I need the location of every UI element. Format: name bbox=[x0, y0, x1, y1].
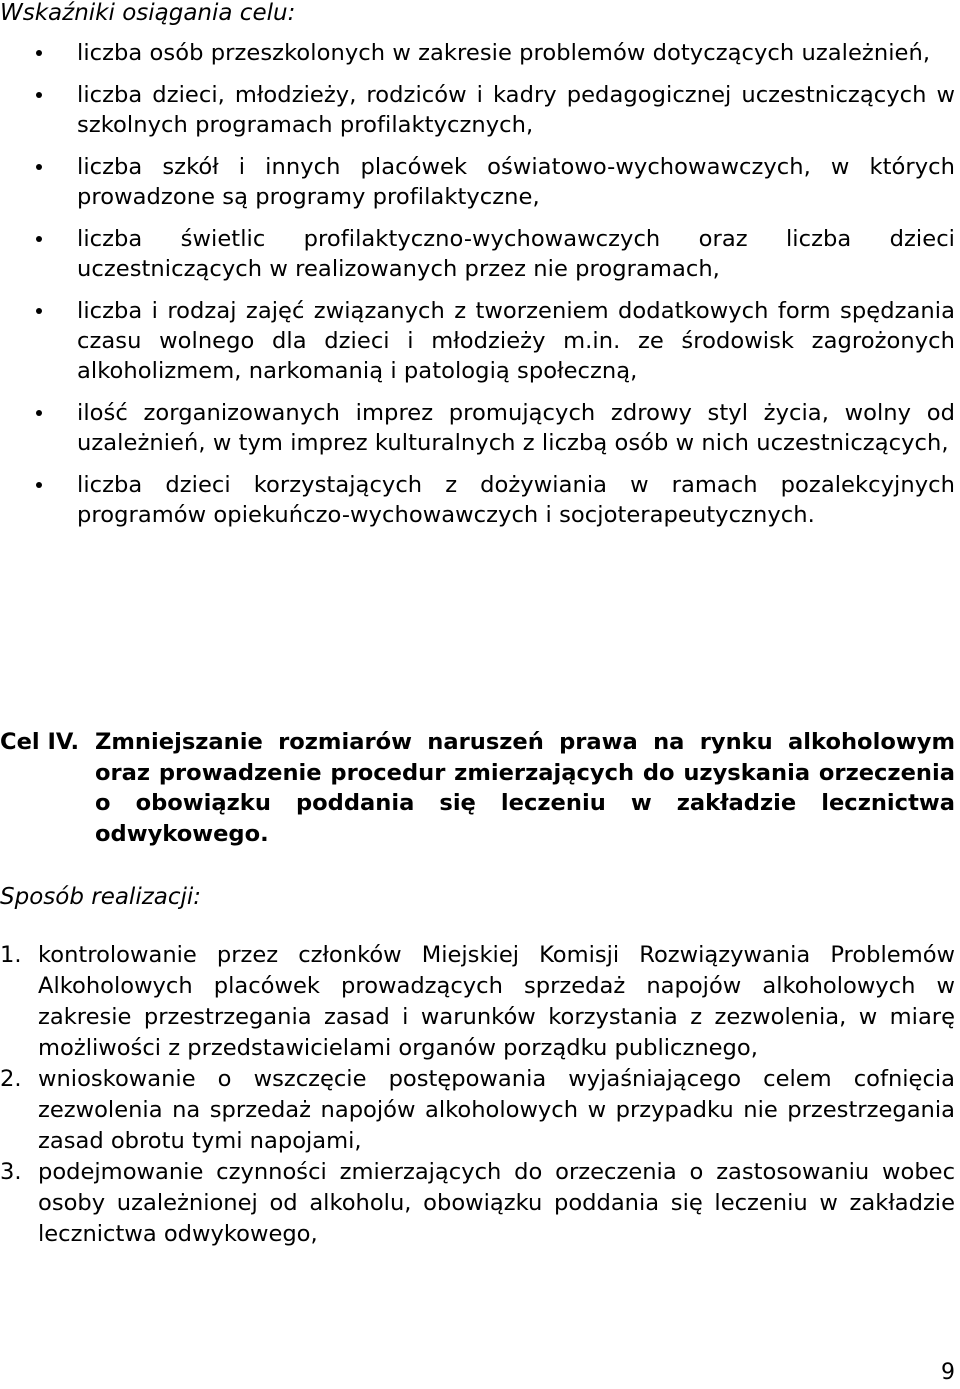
bullet-icon bbox=[36, 236, 42, 242]
item-number: 3. bbox=[0, 1159, 22, 1185]
bullet-icon bbox=[36, 50, 42, 56]
item-text: wnioskowanie o wszczęcie postępowania wyjaśniającego celem cofnięcia zezwolenia na sprzedaż napojów alkoholowych w przypadku nie przestrzegania zasad obrotu tymi napojami, bbox=[38, 1066, 955, 1154]
implementation-heading: Sposób realizacji: bbox=[0, 884, 202, 910]
bullet-icon bbox=[36, 308, 42, 314]
bullet-icon bbox=[36, 92, 42, 98]
indicator-item bbox=[0, 80, 960, 140]
indicator-text: liczba osób przeszkolonych w zakresie problemów dotyczących uzależnień, bbox=[77, 40, 931, 66]
indicator-text: ilość zorganizowanych imprez promujących zdrowy styl życia, wolny od uzależnień, w tym imprez kulturalnych z liczbą osób w nich uczestniczących, bbox=[77, 400, 955, 456]
item-text: podejmowanie czynności zmierzających do orzeczenia o zastosowaniu wobec osoby uzależnionej od alkoholu, obowiązku poddania się leczeniu w zakładzie lecznictwa odwykowego, bbox=[38, 1159, 955, 1247]
indicator-item bbox=[0, 398, 960, 458]
implementation-item bbox=[0, 940, 955, 1064]
indicator-item bbox=[0, 470, 960, 530]
indicator-text: liczba i rodzaj zajęć związanych z tworzeniem dodatkowych form spędzania czasu wolnego dla dzieci i młodzieży m.in. ze środowisk zagrożonych alkoholizmem, narkomanią i patologią społeczną, bbox=[77, 298, 955, 384]
implementation-item bbox=[0, 1157, 955, 1250]
indicator-item bbox=[0, 152, 960, 212]
item-number: 2. bbox=[0, 1066, 22, 1092]
item-number: 1. bbox=[0, 942, 22, 968]
bullet-icon bbox=[36, 410, 42, 416]
goal-prefix: Cel IV. bbox=[0, 729, 80, 755]
implementation-list bbox=[0, 940, 955, 1250]
indicator-text: liczba świetlic profilaktyczno-wychowawczych oraz liczba dzieci uczestniczących w realizowanych przez nie programach, bbox=[77, 226, 955, 282]
indicator-item bbox=[0, 224, 960, 284]
indicator-text: liczba dzieci korzystających z dożywiania w ramach pozalekcyjnych programów opiekuńczo-wychowawczych i socjoterapeutycznych. bbox=[77, 472, 955, 528]
indicator-item bbox=[0, 38, 960, 68]
item-text: kontrolowanie przez członków Miejskiej Komisji Rozwiązywania Problemów Alkoholowych placówek prowadzących sprzedaż napojów alkoholowych w zakresie przestrzegania zasad i warunków korzystania z zezwolenia, w miarę możliwości z przedstawicielami organów porządku publicznego, bbox=[38, 942, 955, 1061]
indicator-item bbox=[0, 296, 960, 386]
bullet-icon bbox=[36, 482, 42, 488]
bullet-icon bbox=[36, 164, 42, 170]
indicators-list bbox=[0, 38, 960, 542]
indicator-text: liczba szkół i innych placówek oświatowo-wychowawczych, w których prowadzone są programy profilaktyczne, bbox=[77, 154, 955, 210]
goal-text: Zmniejszanie rozmiarów naruszeń prawa na rynku alkoholowym oraz prowadzenie procedur zmierzających do uzyskania orzeczenia o obowiązku poddania się leczeniu w zakładzie lecznictwa odwykowego. bbox=[95, 729, 955, 847]
goal-heading bbox=[0, 727, 955, 849]
indicator-text: liczba dzieci, młodzieży, rodziców i kadry pedagogicznej uczestniczących w szkolnych programach profilaktycznych, bbox=[77, 82, 955, 138]
implementation-item bbox=[0, 1064, 955, 1157]
page-number: 9 bbox=[941, 1360, 955, 1385]
indicators-heading: Wskaźniki osiągania celu: bbox=[0, 0, 296, 26]
